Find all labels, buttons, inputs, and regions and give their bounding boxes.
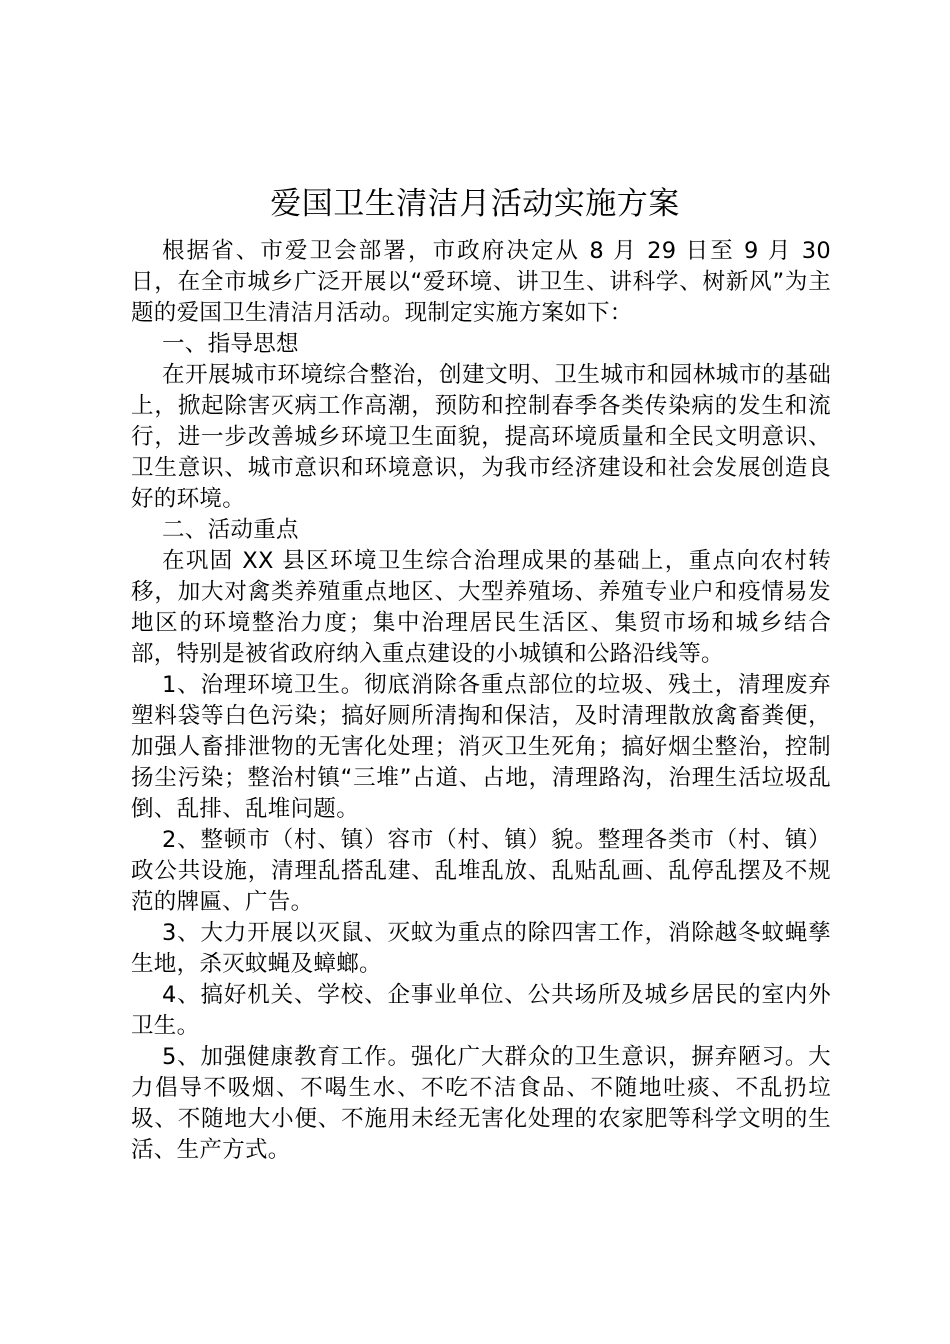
section-heading-activity-focus: 二、活动重点 [162, 517, 299, 543]
activity-focus-paragraph: 在巩固 XX 县区环境卫生综合治理成果的基础上，重点向农村转移，加大对禽类养殖重点地区、大型养殖场、养殖专业户和疫情易发地区的环境整治力度；集中治理居民生活区、集贸市场和城乡结合部，特别是被省政府纳入重点建设的小城镇和公路沿线等。 [131, 548, 831, 667]
list-item-5: 5、加强健康教育工作。强化广大群众的卫生意识，摒弃陋习。大力倡导不吸烟、不喝生水、不吃不洁食品、不随地吐痰、不乱扔垃圾、不随地大小便、不施用未经无害化处理的农家肥等科学文明的生活、生产方式。 [131, 1044, 831, 1163]
section-heading-guiding-principle: 一、指导思想 [162, 331, 299, 357]
intro-paragraph: 根据省、市爱卫会部署，市政府决定从 8 月 29 日至 9 月 30 日，在全市城乡广泛开展以“爱环境、讲卫生、讲科学、树新风”为主题的爱国卫生清洁月活动。现制定实施方案如下： [131, 238, 831, 326]
document-body [131, 236, 831, 1166]
list-item-1: 1、治理环境卫生。彻底消除各重点部位的垃圾、残土，清理废弃塑料袋等白色污染；搞好厕所清掏和保洁，及时清理散放禽畜粪便，加强人畜排泄物的无害化处理；消灭卫生死角；搞好烟尘整治，控制扬尘污染；整治村镇“三堆”占道、占地，清理路沟，治理生活垃圾乱倒、乱排、乱堆问题。 [131, 672, 831, 822]
guiding-principle-paragraph: 在开展城市环境综合整治，创建文明、卫生城市和园林城市的基础上，掀起除害灭病工作高潮，预防和控制春季各类传染病的发生和流行，进一步改善城乡环境卫生面貌，提高环境质量和全民文明意识、卫生意识、城市意识和环境意识，为我市经济建设和社会发展创造良好的环境。 [131, 362, 831, 512]
list-item-4: 4、搞好机关、学校、企事业单位、公共场所及城乡居民的室内外卫生。 [131, 982, 831, 1039]
list-item-3: 3、大力开展以灭鼠、灭蚊为重点的除四害工作，消除越冬蚊蝇孳生地，杀灭蚊蝇及蟑螂。 [131, 920, 831, 977]
document-title: 爱国卫生清洁月活动实施方案 [270, 186, 680, 222]
list-item-2: 2、整顿市（村、镇）容市（村、镇）貌。整理各类市（村、镇）政公共设施，清理乱搭乱建、乱堆乱放、乱贴乱画、乱停乱摆及不规范的牌匾、广告。 [131, 827, 831, 915]
